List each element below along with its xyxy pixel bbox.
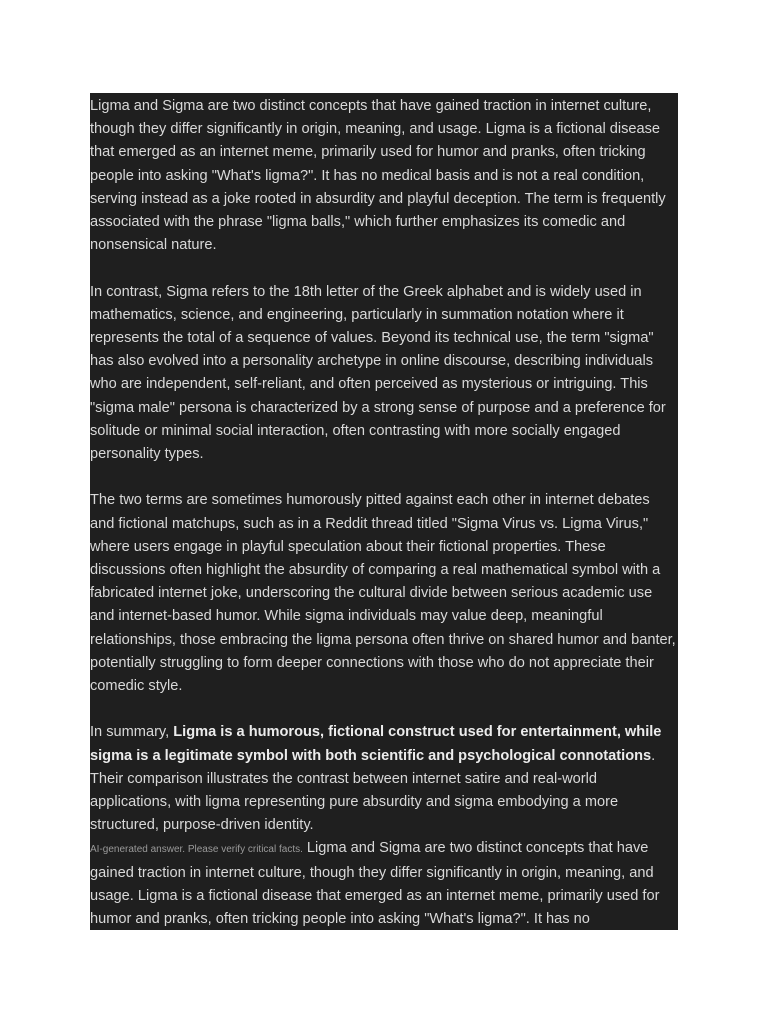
summary-bold: Ligma is a humorous, fictional construct used for entertainment, while sigma is a legitimate symbol with both scientific and psychological connotations [90,724,662,764]
summary-paragraph [90,721,678,837]
paragraph-1: Ligma and Sigma are two distinct concepts that have gained traction in internet culture, though they differ significantly in origin, meaning, and usage. Ligma is a fictional disease that emerged as an internet meme, primarily used for humor and pranks, often tricking people into asking "What's ligma?". It has no medical basis and is not a real condition, serving instead as a joke rooted in absurdity and playful deception. The term is frequently associated with the phrase "ligma balls," which further emphasizes its comedic and nonsensical nature. [90,98,666,254]
paragraph-3: The two terms are sometimes humorously pitted against each other in internet debates and fictional matchups, such as in a Reddit thread titled "Sigma Virus vs. Ligma Virus," where users engage in playful speculation about their fictional properties. These discussions often highlight the absurdity of comparing a real mathematical symbol with a fabricated internet joke, underscoring the cultural divide between serious academic use and internet-based humor. While sigma individuals may value deep, meaningful relationships, those embracing the ligma persona often thrive on shared humor and banter, potentially struggling to form deeper connections with those who do not appreciate their comedic style. [90,492,676,695]
repeated-text: Ligma and Sigma are two distinct concepts that have gained traction in internet culture, though they differ significantly in origin, meaning, and usage. Ligma is a fictional disease that emerged as an internet meme, primarily used for humor and pranks, often tricking people into asking "What's ligma?". It has no [90,840,660,928]
summary-suffix: . Their comparison illustrates the contrast between internet satire and real-world applications, with ligma representing pure absurdity and sigma embodying a more structured, purpose-driven identity. [90,747,656,834]
disclaimer-line [90,837,678,930]
summary-prefix: In summary, [90,724,174,741]
paragraph-2: In contrast, Sigma refers to the 18th letter of the Greek alphabet and is widely used in mathematics, science, and engineering, particularly in summation notation where it represents the total of a sequence of values. Beyond its technical use, the term "sigma" has also evolved into a personality archetype in online discourse, describing individuals who are independent, self-reliant, and often perceived as mysterious or intriguing. This "sigma male" persona is characterized by a strong sense of purpose and a preference for solitude or minimal social interaction, often contrasting with more socially engaged personality types. [90,283,666,463]
disclaimer-note: AI-generated answer. Please verify critical facts. [90,844,303,856]
answer-panel [90,93,678,930]
answer-content [90,93,678,930]
